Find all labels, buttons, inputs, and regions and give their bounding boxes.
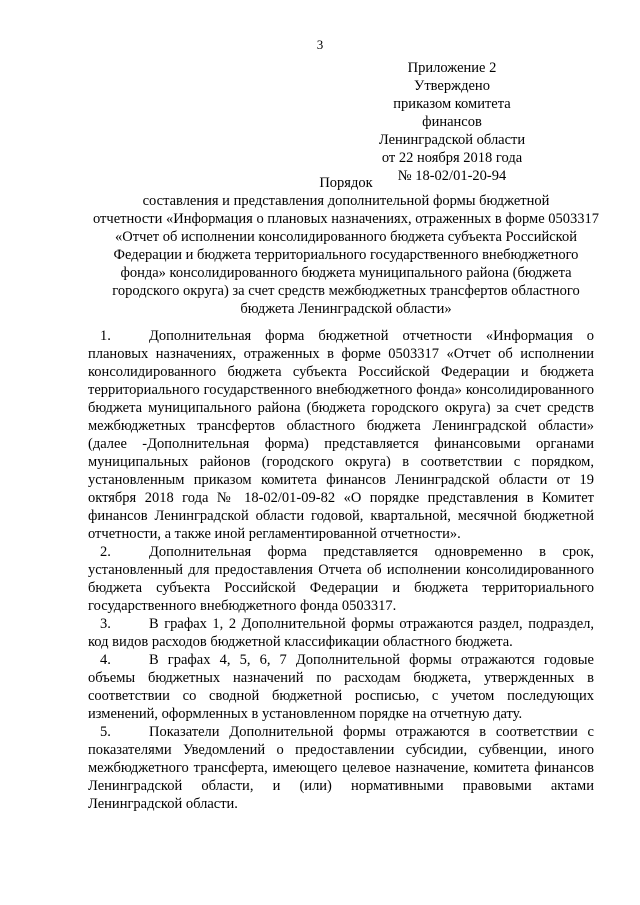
paragraph-number: 4. [100, 652, 111, 668]
document-body [88, 327, 594, 813]
title-line: фонда» консолидированного бюджета муниципального района (бюджета [120, 265, 572, 281]
paragraph-text: В графах 4, 5, 6, 7 Дополнительной формы отражаются годовые объемы бюджетных назначений по расходам бюджета, утвержденных в соответствии со сводной бюджетной росписью, с учетом последующих изменений, оформленных в установленном порядке на отчетную дату. [88, 652, 594, 722]
paragraph-number: 1. [100, 328, 111, 344]
approval-line: от 22 ноября 2018 года [381, 150, 523, 166]
title-line: «Отчет об исполнении консолидированного бюджета субъекта Российской [115, 229, 577, 245]
approval-line: приказом комитета финансов [393, 96, 511, 130]
approval-line: Утверждено [414, 78, 490, 94]
paragraph-2 [88, 543, 594, 615]
title-line: отчетности «Информация о плановых назначениях, отраженных в форме 0503317 [93, 211, 599, 227]
paragraph-text: Дополнительная форма представляется одновременно в срок, установленный для предоставления Отчета об исполнении консолидированного бюджета субъекта Российской Федерации и бюджета территориального государственного внебюджетного фонда 0503317. [88, 544, 594, 614]
approval-block [372, 59, 532, 185]
paragraph-text: Дополнительная форма бюджетной отчетности «Информация о плановых назначениях, отраженных в форме 0503317 «Отчет об исполнении консолидированного бюджета субъекта Российской Федерации и бюджета территориального государственного внебюджетного фонда» консолидированного бюджета муниципального района (бюджета городского округа) за счет средств межбюджетных трансфертов областного бюджета Ленинградской области» (далее -Дополнительная форма) представляется финансовыми органами муниципальных районов (городского округа) в соответствии с порядком, установленным приказом комитета финансов Ленинградской области от 19 октября 2018 года № 18-02/01-09-82 «О порядке представления в Комитет финансов Ленинградской области годовой, квартальной, месячной бюджетной отчетности, а также иной регламентированной отчетности». [88, 328, 594, 542]
paragraph-text: В графах 1, 2 Дополнительной формы отражаются раздел, подраздел, код видов расходов бюджетной классификации областного бюджета. [88, 616, 594, 650]
approval-line: Ленинградской области [378, 132, 526, 148]
title-heading: Порядок [319, 175, 373, 191]
paragraph-number: 5. [100, 724, 111, 740]
title-line: городского округа) за счет средств межбюджетных трансфертов областного [112, 283, 580, 299]
approval-line: Приложение 2 [407, 60, 497, 76]
paragraph-text: Показатели Дополнительной формы отражаются в соответствии с показателями Уведомлений о предоставлении субсидии, субвенции, иного межбюджетного трансферта, имеющего целевое назначение, комитета финансов Ленинградской области, и (или) нормативными правовыми актами Ленинградской области. [88, 724, 594, 812]
paragraph-number: 2. [100, 544, 111, 560]
paragraph-number: 3. [100, 616, 111, 632]
paragraph-3 [88, 615, 594, 651]
approval-line: № 18-02/01-20-94 [397, 168, 507, 184]
title-line: бюджета Ленинградской области» [240, 301, 452, 317]
paragraph-1 [88, 327, 594, 543]
title-line: Федерации и бюджета территориального государственного внебюджетного [113, 247, 579, 263]
document-title [86, 174, 606, 318]
paragraph-4 [88, 651, 594, 723]
title-line: составления и представления дополнительной формы бюджетной [142, 193, 550, 209]
page-number: 3 [316, 37, 324, 52]
paragraph-5 [88, 723, 594, 813]
